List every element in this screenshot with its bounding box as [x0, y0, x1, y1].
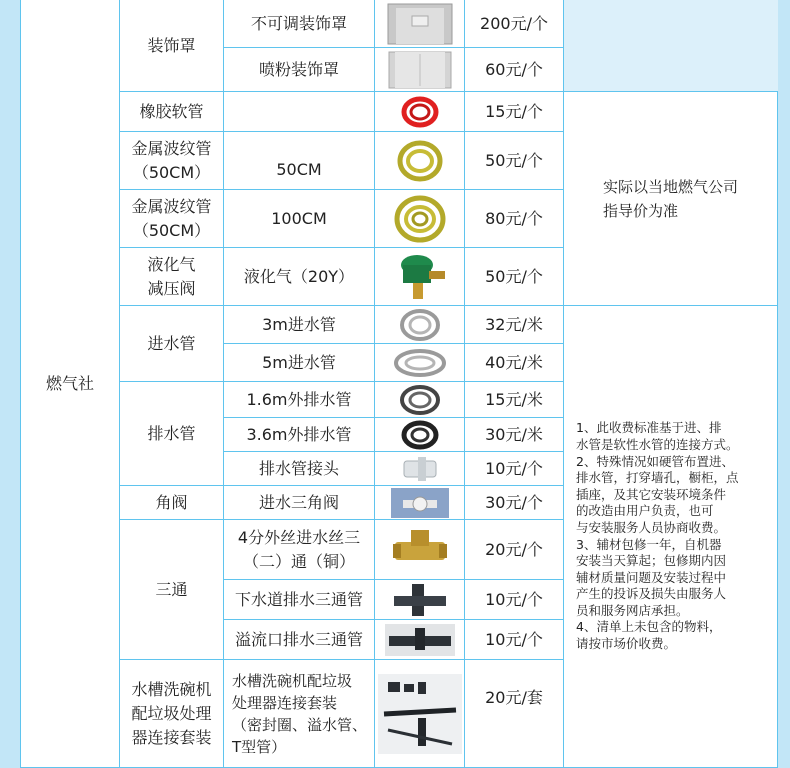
spec-text: 3m进水管	[262, 314, 336, 334]
item-cell	[120, 0, 224, 92]
image-cell	[375, 92, 465, 132]
spec-cell	[224, 48, 375, 92]
item-name-line2: 配垃圾处理	[131, 703, 212, 723]
remark-line: 安装当天算起；包修期内因	[576, 553, 727, 569]
image-cell	[375, 132, 465, 190]
spec-cell	[224, 0, 375, 48]
price-cell	[465, 580, 564, 620]
item-name: 进水管	[147, 333, 196, 353]
price-text: 30元/个	[485, 492, 543, 512]
spec-cell	[224, 660, 375, 768]
item-cell	[120, 382, 224, 486]
spec-cell	[224, 306, 375, 344]
spec-cell	[224, 92, 375, 132]
item-name-line1: 金属波纹管	[131, 138, 212, 158]
page-margin-left	[0, 0, 20, 768]
price-text: 50元/个	[485, 266, 543, 286]
spec-cell	[224, 382, 375, 418]
price-cell	[465, 520, 564, 580]
spec-text: 喷粉装饰罩	[258, 59, 339, 79]
spec-text: 进水三角阀	[258, 492, 339, 512]
metal-hose-image	[395, 137, 445, 185]
item-name: 三通	[155, 579, 188, 599]
page-margin-right	[778, 0, 790, 768]
metal-hose-long-image	[392, 193, 448, 245]
remark-water-text	[576, 420, 739, 652]
category-cell	[20, 0, 120, 768]
blank-cell	[564, 0, 778, 92]
item-name: 角阀	[155, 492, 188, 512]
remark-line: 2、特殊情况如硬管布置进、	[576, 453, 734, 469]
item-name-line2: （50CM）	[132, 220, 211, 240]
price-cell	[465, 92, 564, 132]
spec-cell	[224, 190, 375, 248]
spec-text: 不可调装饰罩	[250, 13, 347, 33]
drain-hose-long-image	[400, 420, 440, 450]
item-name-line2: （50CM）	[132, 162, 211, 182]
image-cell	[375, 418, 465, 452]
image-cell	[375, 486, 465, 520]
hood-cover-image	[386, 2, 454, 46]
price-text: 10元/个	[485, 629, 543, 649]
remark-line: 请按市场价收费。	[576, 636, 677, 652]
spec-text-line2: 处理器连接套装	[232, 693, 338, 712]
price-cell	[465, 306, 564, 344]
price-text: 20元/套	[485, 688, 543, 707]
spec-cell	[224, 580, 375, 620]
spec-text: 5m进水管	[262, 352, 336, 372]
drain-hose-image	[398, 384, 442, 416]
item-cell	[120, 306, 224, 382]
inlet-hose-long-image	[393, 348, 447, 378]
drain-connector-image	[398, 455, 442, 483]
remark-gas-line2: 指导价为准	[602, 201, 678, 220]
spec-cell	[224, 486, 375, 520]
spec-text-line1: 水槽洗碗机配垃圾	[232, 671, 353, 690]
price-text: 200元/个	[480, 13, 548, 33]
spec-cell	[224, 132, 375, 190]
sewer-tee-image	[390, 582, 450, 618]
price-text: 10元/个	[485, 589, 543, 609]
item-cell	[120, 486, 224, 520]
remark-gas-line1: 实际以当地燃气公司	[602, 177, 738, 196]
price-cell	[465, 486, 564, 520]
price-text: 80元/个	[485, 208, 543, 228]
remark-gas-cell	[564, 92, 778, 306]
remark-line: 水管是软性水管的连接方式。	[576, 436, 739, 452]
item-cell	[120, 660, 224, 768]
red-rubber-hose-image	[400, 95, 440, 129]
price-text: 40元/米	[485, 352, 543, 372]
image-cell	[375, 190, 465, 248]
price-cell	[465, 620, 564, 660]
price-cell	[465, 452, 564, 486]
price-cell	[465, 382, 564, 418]
price-text: 50元/个	[485, 150, 543, 170]
remark-line: 插座，及其它安装环境条件	[576, 486, 727, 502]
spec-text-line4: T型管）	[232, 737, 287, 756]
item-name-line2: 减压阀	[147, 278, 196, 298]
remark-line: 1、此收费标准基于进、排	[576, 420, 722, 436]
remark-line: 的改造由用户负责，也可	[576, 503, 714, 519]
price-cell	[465, 248, 564, 306]
item-name-line1: 金属波纹管	[131, 196, 212, 216]
spec-text-line2: （二）通（铜）	[242, 551, 355, 571]
spec-cell	[224, 520, 375, 580]
brass-tee-image	[391, 526, 449, 574]
price-cell	[465, 344, 564, 382]
price-text: 10元/个	[485, 458, 543, 478]
spec-cell	[224, 452, 375, 486]
item-name-line1: 水槽洗碗机	[131, 679, 212, 699]
price-cell	[465, 132, 564, 190]
remark-line: 与安装服务人员协商收费。	[576, 519, 727, 535]
item-name: 排水管	[147, 423, 196, 443]
spec-text: 3.6m外排水管	[246, 424, 352, 444]
price-text: 32元/米	[485, 314, 543, 334]
item-name: 装饰罩	[147, 35, 196, 55]
item-cell	[120, 520, 224, 660]
remark-line: 3、辅材包修一年，自机器	[576, 536, 722, 552]
image-cell	[375, 306, 465, 344]
item-cell	[120, 92, 224, 132]
image-cell	[375, 452, 465, 486]
price-cell	[465, 48, 564, 92]
price-text: 15元/米	[485, 389, 543, 409]
spec-text-line3: （密封圈、溢水管、	[232, 715, 368, 734]
price-cell	[465, 660, 564, 768]
inlet-hose-image	[398, 308, 442, 342]
remark-line: 产生的投诉及损失由服务人	[576, 586, 727, 602]
remark-line: 4、清单上未包含的物料，	[576, 619, 722, 635]
image-cell	[375, 580, 465, 620]
remark-water-cell	[564, 306, 778, 768]
pressure-regulator-image	[389, 251, 451, 303]
price-text: 20元/个	[485, 539, 543, 559]
spec-cell	[224, 248, 375, 306]
remark-line: 辅材质量问题及安装过程中	[576, 569, 727, 585]
spec-cell	[224, 620, 375, 660]
item-cell	[120, 248, 224, 306]
sink-kit-image	[378, 674, 462, 754]
spec-text: 排水管接头	[258, 458, 339, 478]
spec-text: 下水道排水三通管	[234, 589, 363, 609]
image-cell	[375, 660, 465, 768]
item-cell	[120, 132, 224, 190]
image-cell	[375, 520, 465, 580]
image-cell	[375, 382, 465, 418]
image-cell	[375, 48, 465, 92]
spec-cell	[224, 344, 375, 382]
spec-text: 液化气（20Y）	[243, 266, 355, 286]
angle-valve-image	[391, 488, 449, 518]
image-cell	[375, 620, 465, 660]
image-cell	[375, 344, 465, 382]
image-cell	[375, 0, 465, 48]
spec-text-line1: 4分外丝进水丝三	[237, 527, 361, 547]
overflow-tee-image	[385, 624, 455, 656]
remark-line: 员和服务网店承担。	[576, 602, 689, 618]
category-label: 燃气社	[45, 373, 94, 393]
item-cell	[120, 190, 224, 248]
spec-cell	[224, 418, 375, 452]
spec-text: 100CM	[271, 208, 327, 228]
item-name: 橡胶软管	[139, 101, 204, 121]
price-cell	[465, 418, 564, 452]
image-cell	[375, 248, 465, 306]
remark-line: 排水管，打穿墙孔，橱柜，点	[576, 470, 739, 486]
price-cell	[465, 190, 564, 248]
spec-text: 1.6m外排水管	[246, 389, 352, 409]
price-text: 30元/米	[485, 424, 543, 444]
spec-text: 50CM	[276, 159, 322, 179]
spec-text: 溢流口排水三通管	[234, 629, 363, 649]
item-name-line1: 液化气	[147, 254, 196, 274]
price-cell	[465, 0, 564, 48]
hood-cover-powder-image	[387, 50, 453, 90]
price-text: 15元/个	[485, 101, 543, 121]
item-name-line3: 器连接套装	[131, 727, 212, 747]
price-text: 60元/个	[485, 59, 543, 79]
